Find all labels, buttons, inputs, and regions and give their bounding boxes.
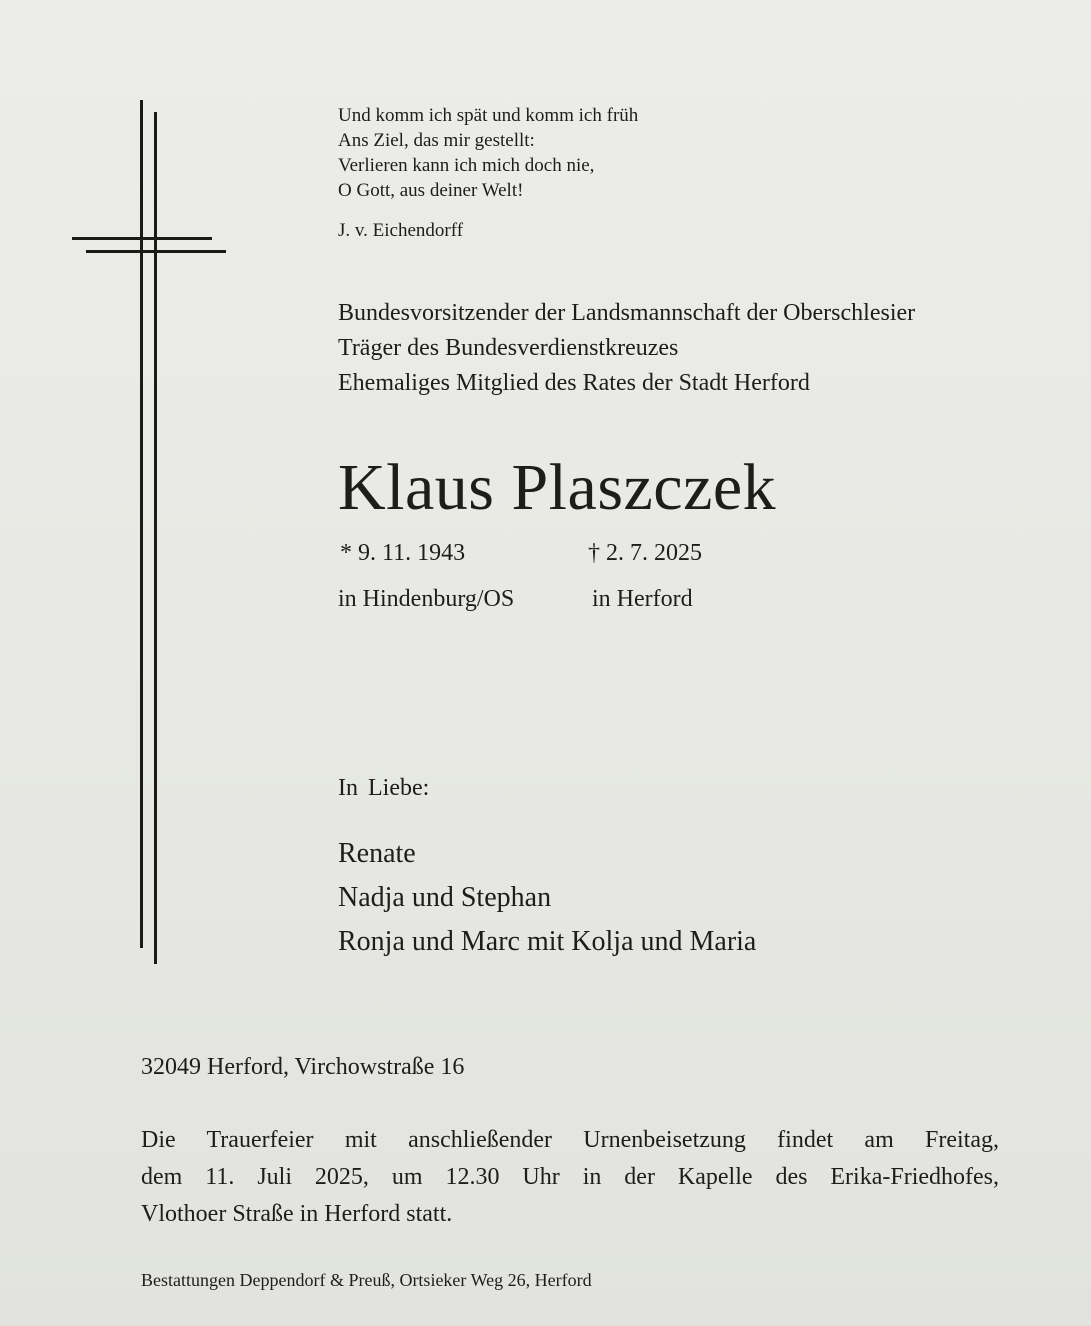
cross-horizontal-bar: [86, 250, 226, 253]
title-line: Ehemaliges Mitglied des Rates der Stadt Herford: [338, 370, 810, 396]
cross-icon: [70, 96, 230, 966]
title-line: Träger des Bundesverdienstkreuzes: [338, 335, 679, 361]
deceased-name: Klaus Plaszczek: [338, 451, 777, 524]
poem-author: J. v. Eichendorff: [338, 220, 464, 241]
mourners-heading: In Liebe:: [338, 775, 430, 801]
funeral-notice: [141, 1122, 999, 1233]
poem-line: O Gott, aus deiner Welt!: [338, 180, 524, 201]
birth-date: * 9. 11. 1943: [340, 540, 466, 566]
mourner-name: Nadja und Stephan: [338, 882, 552, 913]
poem: [338, 103, 638, 203]
honorary-titles: [338, 296, 915, 401]
undertaker-info: Bestattungen Deppendorf & Preuß, Ortsieker Weg 26, Herford: [141, 1270, 592, 1290]
notice-line: dem 11. Juli 2025, um 12.30 Uhr in der Kapelle des Erika-Friedhofes,: [141, 1164, 999, 1190]
mourner-name: Renate: [338, 838, 416, 869]
cross-vertical-bar: [140, 100, 143, 948]
notice-line: Die Trauerfeier mit anschließender Urnenbeisetzung findet am Freitag,: [141, 1127, 999, 1153]
birth-place: in Hindenburg/OS: [338, 586, 515, 612]
death-place: in Herford: [592, 586, 693, 612]
death-date: † 2. 7. 2025: [588, 540, 702, 566]
mourners-list: [338, 832, 756, 964]
poem-line: Ans Ziel, das mir gestellt:: [338, 130, 535, 151]
title-line: Bundesvorsitzender der Landsmannschaft der Oberschlesier: [338, 300, 916, 326]
cross-horizontal-bar: [72, 237, 212, 240]
mourner-name: Ronja und Marc mit Kolja und Maria: [338, 926, 757, 957]
family-address: 32049 Herford, Virchowstraße 16: [141, 1054, 465, 1080]
poem-line: Und komm ich spät und komm ich früh: [338, 105, 639, 126]
poem-line: Verlieren kann ich mich doch nie,: [338, 155, 595, 176]
notice-line: Vlothoer Straße in Herford statt.: [141, 1201, 453, 1227]
